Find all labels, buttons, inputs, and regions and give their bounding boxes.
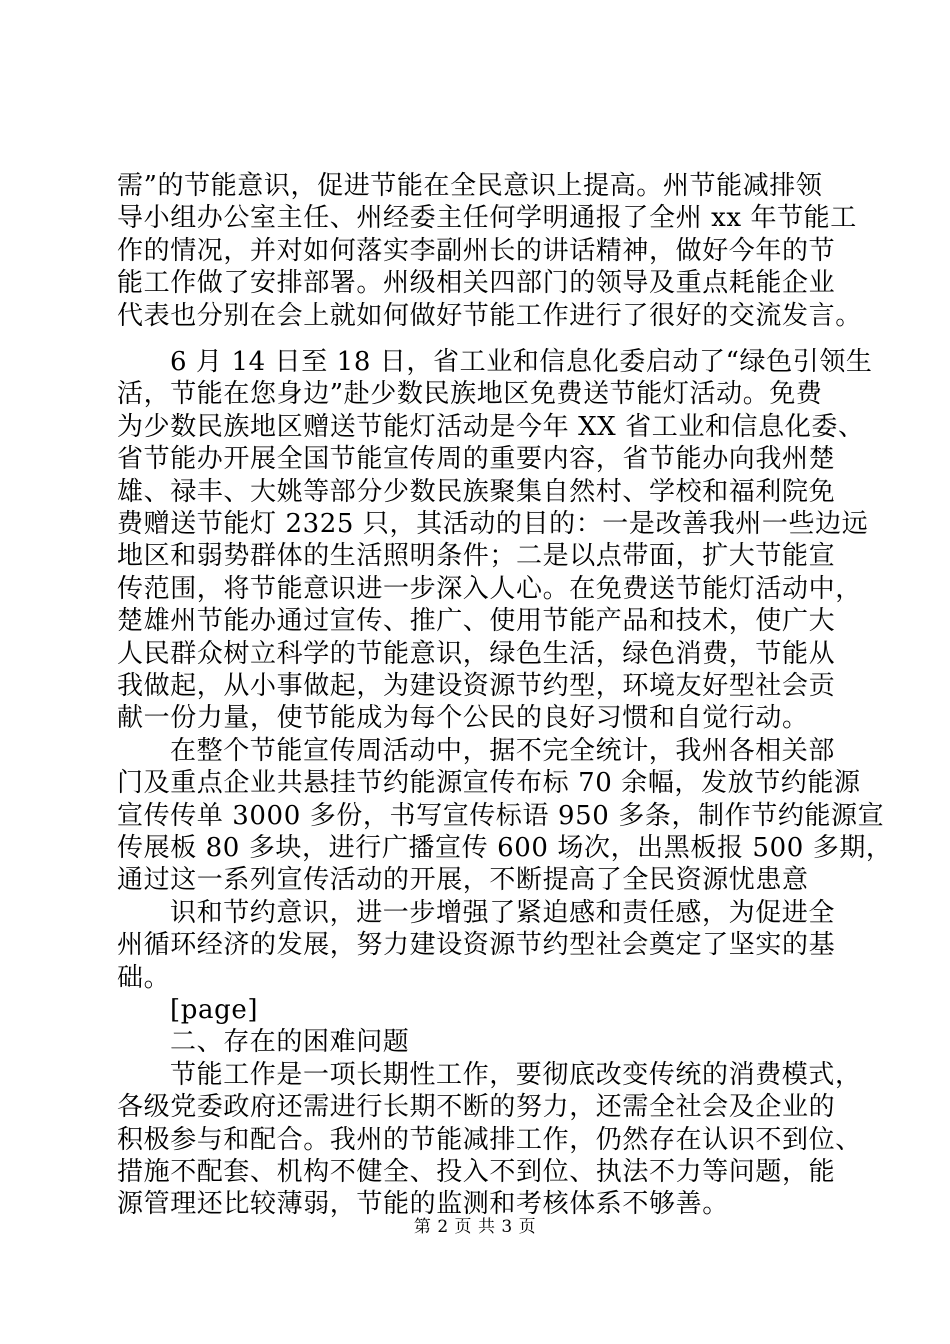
body-text-line: 省节能办开展全国节能宣传周的重要内容，省节能办向我州楚: [117, 444, 836, 474]
body-text-line: 各级党委政府还需进行长期不断的努力，还需全社会及企业的: [117, 1092, 836, 1122]
body-text-line: 需”的节能意识，促进节能在全民意识上提高。州节能减排领: [117, 171, 823, 201]
page-marker: [page]: [170, 995, 259, 1025]
body-text-line: 作的情况，并对如何落实李副州长的讲话精神，做好今年的节: [117, 236, 836, 266]
body-text-line: 识和节约意识，进一步增强了紧迫感和责任感，为促进全: [170, 898, 836, 928]
body-text-line: 6 月 14 日至 18 日，省工业和信息化委启动了“绿色引领生: [170, 347, 873, 377]
body-text-line: 楚雄州节能办通过宣传、推广、使用节能产品和技术，使广大: [117, 606, 836, 636]
body-text-line: 雄、禄丰、大姚等部分少数民族聚集自然村、学校和福利院免: [117, 477, 836, 507]
body-text-line: 代表也分别在会上就如何做好节能工作进行了很好的交流发言。: [117, 301, 862, 331]
body-text-line: 导小组办公室主任、州经委主任何学明通报了全州 xx 年节能工: [117, 203, 857, 233]
body-text-line: 在整个节能宣传周活动中，据不完全统计，我州各相关部: [170, 736, 836, 766]
body-text-line: 通过这一系列宣传活动的开展，不断提高了全民资源忧患意: [117, 865, 809, 895]
body-text-line: 为少数民族地区赠送节能灯活动是今年 XX 省工业和信息化委、: [117, 412, 865, 442]
body-text-line: 措施不配套、机构不健全、投入不到位、执法不力等问题，能: [117, 1157, 836, 1187]
body-text-line: 节能工作是一项长期性工作，要彻底改变传统的消费模式，: [170, 1060, 862, 1090]
body-text-line: 我做起，从小事做起，为建设资源节约型，环境友好型社会贡: [117, 671, 836, 701]
body-text-line: 传范围，将节能意识进一步深入人心。在免费送节能灯活动中，: [117, 574, 862, 604]
body-text-line: 州循环经济的发展，努力建设资源节约型社会奠定了坚实的基: [117, 930, 836, 960]
body-text-line: 础。: [117, 963, 171, 993]
body-text-line: 费赠送节能灯 2325 只，其活动的目的：一是改善我州一些边远: [117, 509, 869, 539]
body-text-line: 活，节能在您身边”赴少数民族地区免费送节能灯活动。免费: [117, 379, 823, 409]
body-text-line: 积极参与和配合。我州的节能减排工作，仍然存在认识不到位、: [117, 1125, 862, 1155]
body-text-line: 能工作做了安排部署。州级相关四部门的领导及重点耗能企业: [117, 268, 836, 298]
body-text-line: 宣传传单 3000 多份，书写宣传标语 950 多条，制作节约能源宣: [117, 801, 885, 831]
body-text-line: 源管理还比较薄弱，节能的监测和考核体系不够善。: [117, 1189, 729, 1219]
body-text-line: 传展板 80 多块，进行广播宣传 600 场次，出黑板报 500 多期，: [117, 833, 893, 863]
body-text-line: 门及重点企业共悬挂节约能源宣传布标 70 余幅，发放节约能源: [117, 768, 861, 798]
page-number-footer: 第 2 页 共 3 页: [413, 1217, 537, 1237]
body-text-line: 人民群众树立科学的节能意识，绿色生活，绿色消费，节能从: [117, 639, 836, 669]
body-text-line: 地区和弱势群体的生活照明条件；二是以点带面，扩大节能宣: [117, 541, 836, 571]
body-text-line: 献一份力量，使节能成为每个公民的良好习惯和自觉行动。: [117, 703, 809, 733]
section-heading: 二、存在的困难问题: [170, 1027, 410, 1057]
